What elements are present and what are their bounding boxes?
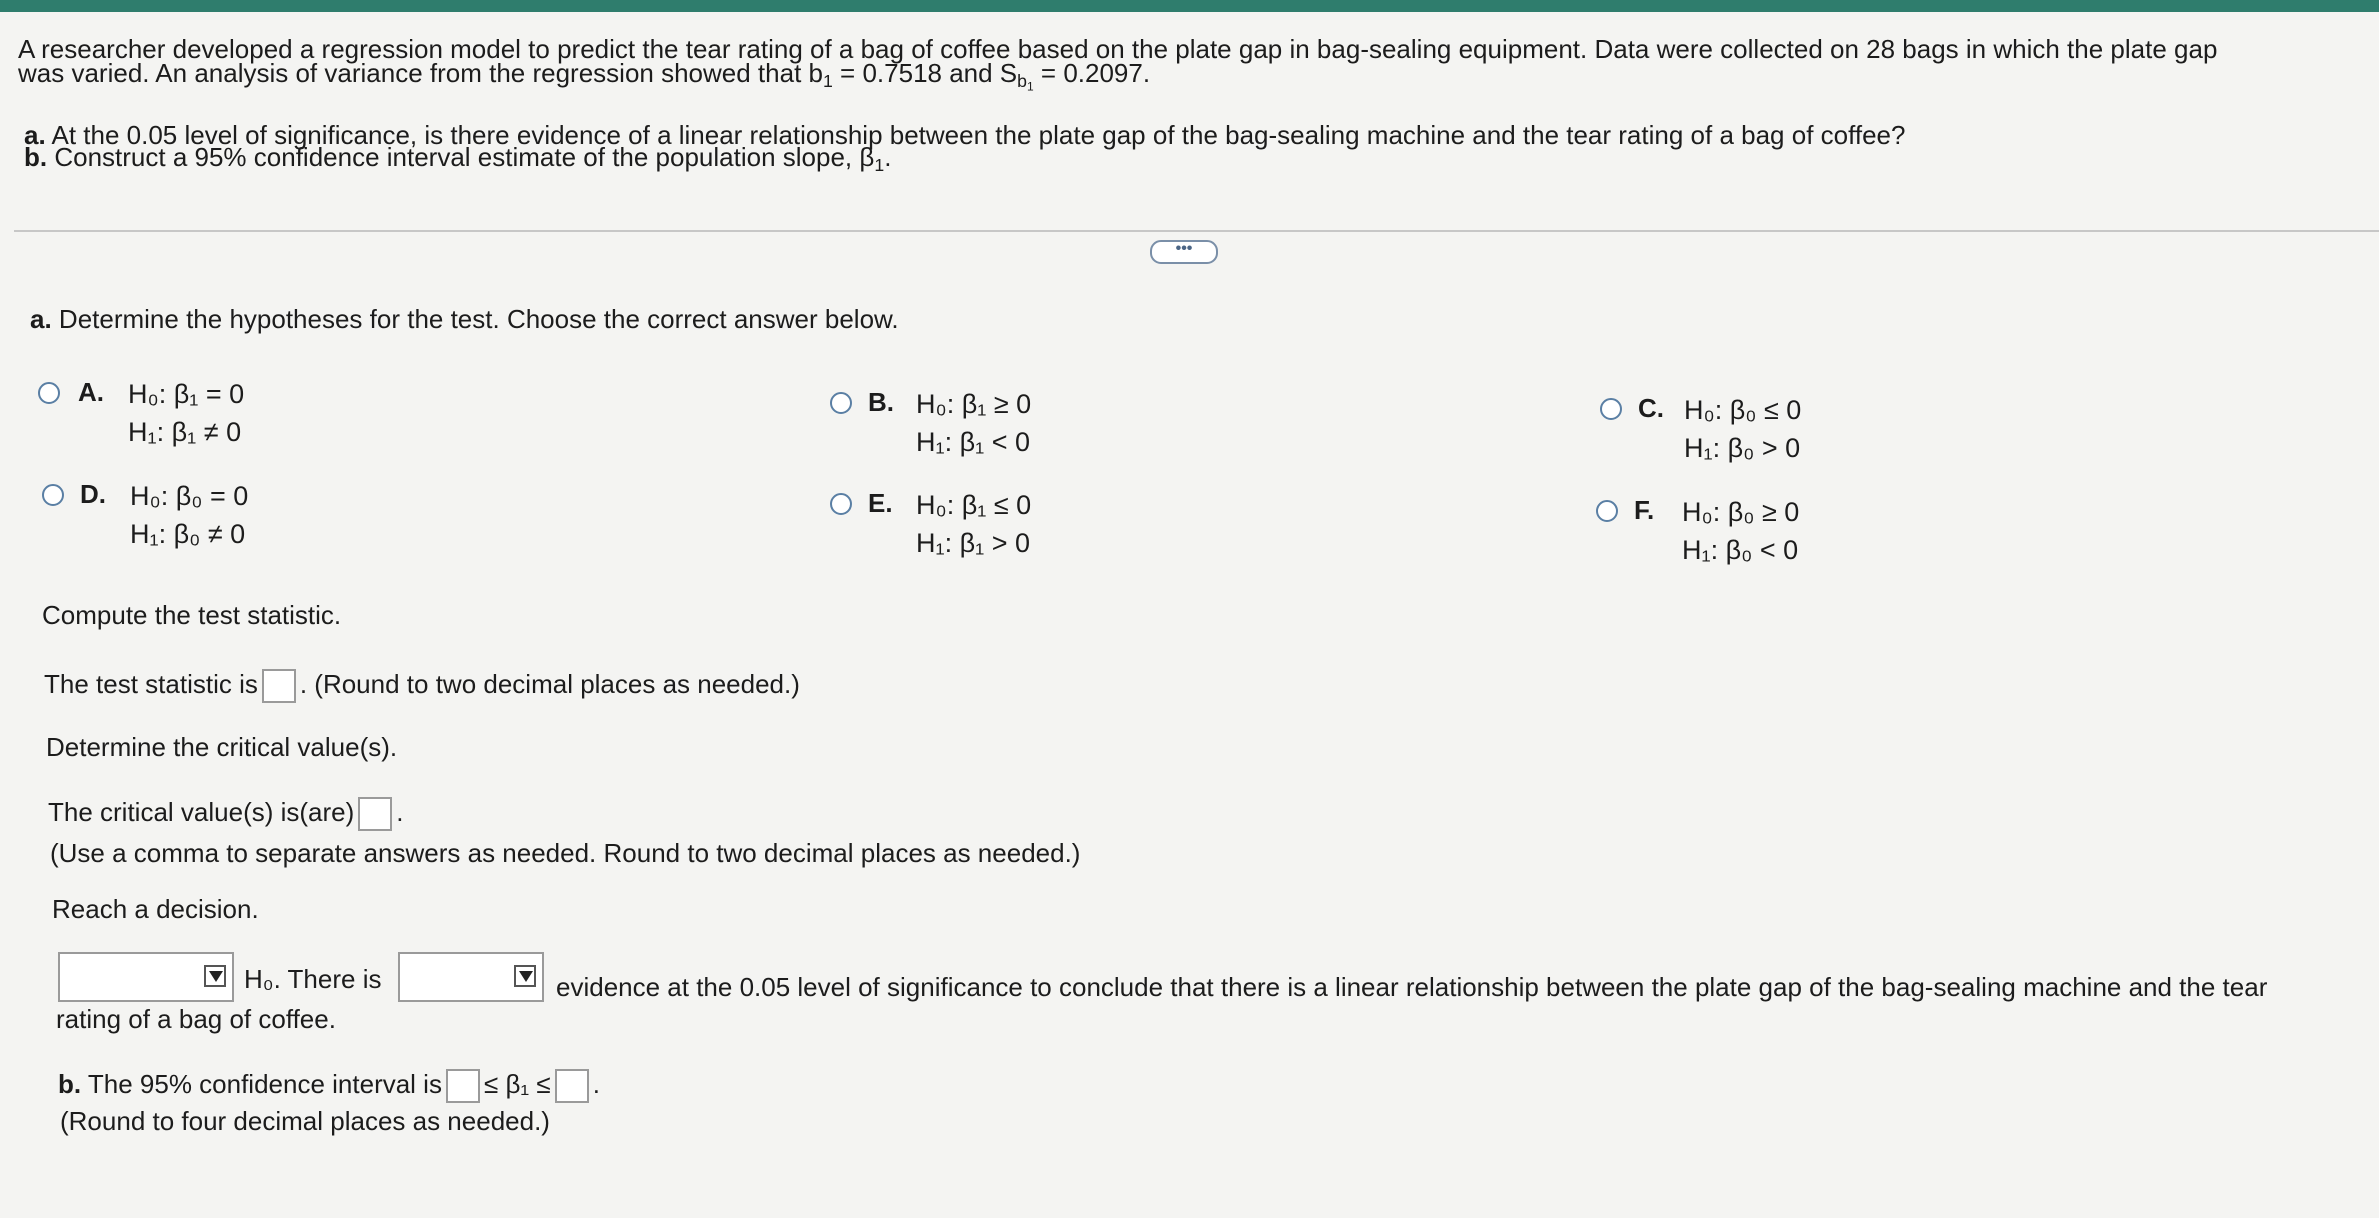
- option-e-h0: H₀: β₁ ≤ 0: [916, 490, 1032, 520]
- reach-decision: Reach a decision.: [52, 894, 259, 924]
- critical-value-instruction: Determine the critical value(s).: [46, 732, 398, 762]
- critical-value-input[interactable]: [358, 797, 392, 831]
- evidence-dropdown[interactable]: [398, 952, 544, 1002]
- option-a-radio[interactable]: [38, 382, 60, 404]
- confidence-interval-note: (Round to four decimal places as needed.): [60, 1106, 550, 1136]
- critical-value-row: The critical value(s) is(are) .: [48, 794, 404, 831]
- ci-upper-input[interactable]: [555, 1069, 589, 1103]
- section-divider: [14, 230, 2379, 232]
- option-b-h0: H₀: β₁ ≥ 0: [916, 389, 1032, 419]
- more-button[interactable]: •••: [1150, 240, 1218, 264]
- question-a: a. Determine the hypotheses for the test. Choose the correct answer below.: [30, 304, 899, 334]
- ci-lower-input[interactable]: [446, 1069, 480, 1103]
- option-b-h1: H₁: β₁ < 0: [916, 427, 1031, 457]
- problem-part-a: a. At the 0.05 level of significance, is there evidence of a linear relationship between the plate gap of the bag-sealing machine and the tear rating of a bag of coffee?: [24, 120, 1906, 150]
- option-c-radio[interactable]: [1600, 398, 1622, 420]
- option-f-h0: H₀: β₀ ≥ 0: [1682, 497, 1800, 527]
- option-c-h1: H₁: β₀ > 0: [1684, 433, 1801, 463]
- problem-line-1: A researcher developed a regression model to predict the tear rating of a bag of coffee based on the plate gap in bag-sealing equipment. Data were collected on 28 bags in which the plate gap: [18, 34, 2218, 64]
- dropdown-arrow-icon: [204, 965, 226, 987]
- option-d-radio[interactable]: [42, 484, 64, 506]
- option-a-h1: H₁: β₁ ≠ 0: [128, 417, 242, 447]
- option-b-letter: B.: [868, 387, 894, 417]
- option-e-letter: E.: [868, 488, 893, 518]
- test-statistic-input[interactable]: [262, 669, 296, 703]
- option-f-h1: H₁: β₀ < 0: [1682, 535, 1799, 565]
- test-statistic-row: The test statistic is . (Round to two decimal places as needed.): [44, 666, 800, 703]
- option-d-h0: H₀: β₀ = 0: [130, 481, 249, 511]
- option-a-h0: H₀: β₁ = 0: [128, 379, 245, 409]
- option-d-h1: H₁: β₀ ≠ 0: [130, 519, 246, 549]
- option-c-letter: C.: [1638, 393, 1664, 423]
- decision-text: evidence at the 0.05 level of significance to conclude that there is a linear relationship between the plate gap of the bag-sealing machine and the tear: [556, 972, 2268, 1002]
- confidence-interval-row: b. The 95% confidence interval is ≤ β₁ ≤ .: [58, 1066, 600, 1103]
- option-e-radio[interactable]: [830, 493, 852, 515]
- option-f-radio[interactable]: [1596, 500, 1618, 522]
- option-c-h0: H₀: β₀ ≤ 0: [1684, 395, 1802, 425]
- problem-line-2: was varied. An analysis of variance from the regression showed that $b_1 = 0.7518$ and $S_{b_1} = 0.2097$.: [18, 58, 1151, 94]
- option-e-h1: H₁: β₁ > 0: [916, 528, 1031, 558]
- option-a-letter: A.: [78, 377, 104, 407]
- dropdown-arrow-icon: [514, 965, 536, 987]
- decision-text-line-2: rating of a bag of coffee.: [56, 1004, 336, 1034]
- option-d-letter: D.: [80, 479, 106, 509]
- problem-part-b: b. Construct a 95% confidence interval estimate of the population slope, $\beta_1$.: [24, 142, 892, 175]
- compute-instruction: Compute the test statistic.: [42, 600, 342, 630]
- option-b-radio[interactable]: [830, 392, 852, 414]
- decision-h0-text: H₀. There is: [244, 964, 382, 994]
- option-f-letter: F.: [1634, 495, 1655, 525]
- critical-value-note: (Use a comma to separate answers as needed. Round to two decimal places as needed.): [50, 838, 1081, 868]
- top-bar: [0, 0, 2379, 12]
- reject-decision-dropdown[interactable]: [58, 952, 234, 1002]
